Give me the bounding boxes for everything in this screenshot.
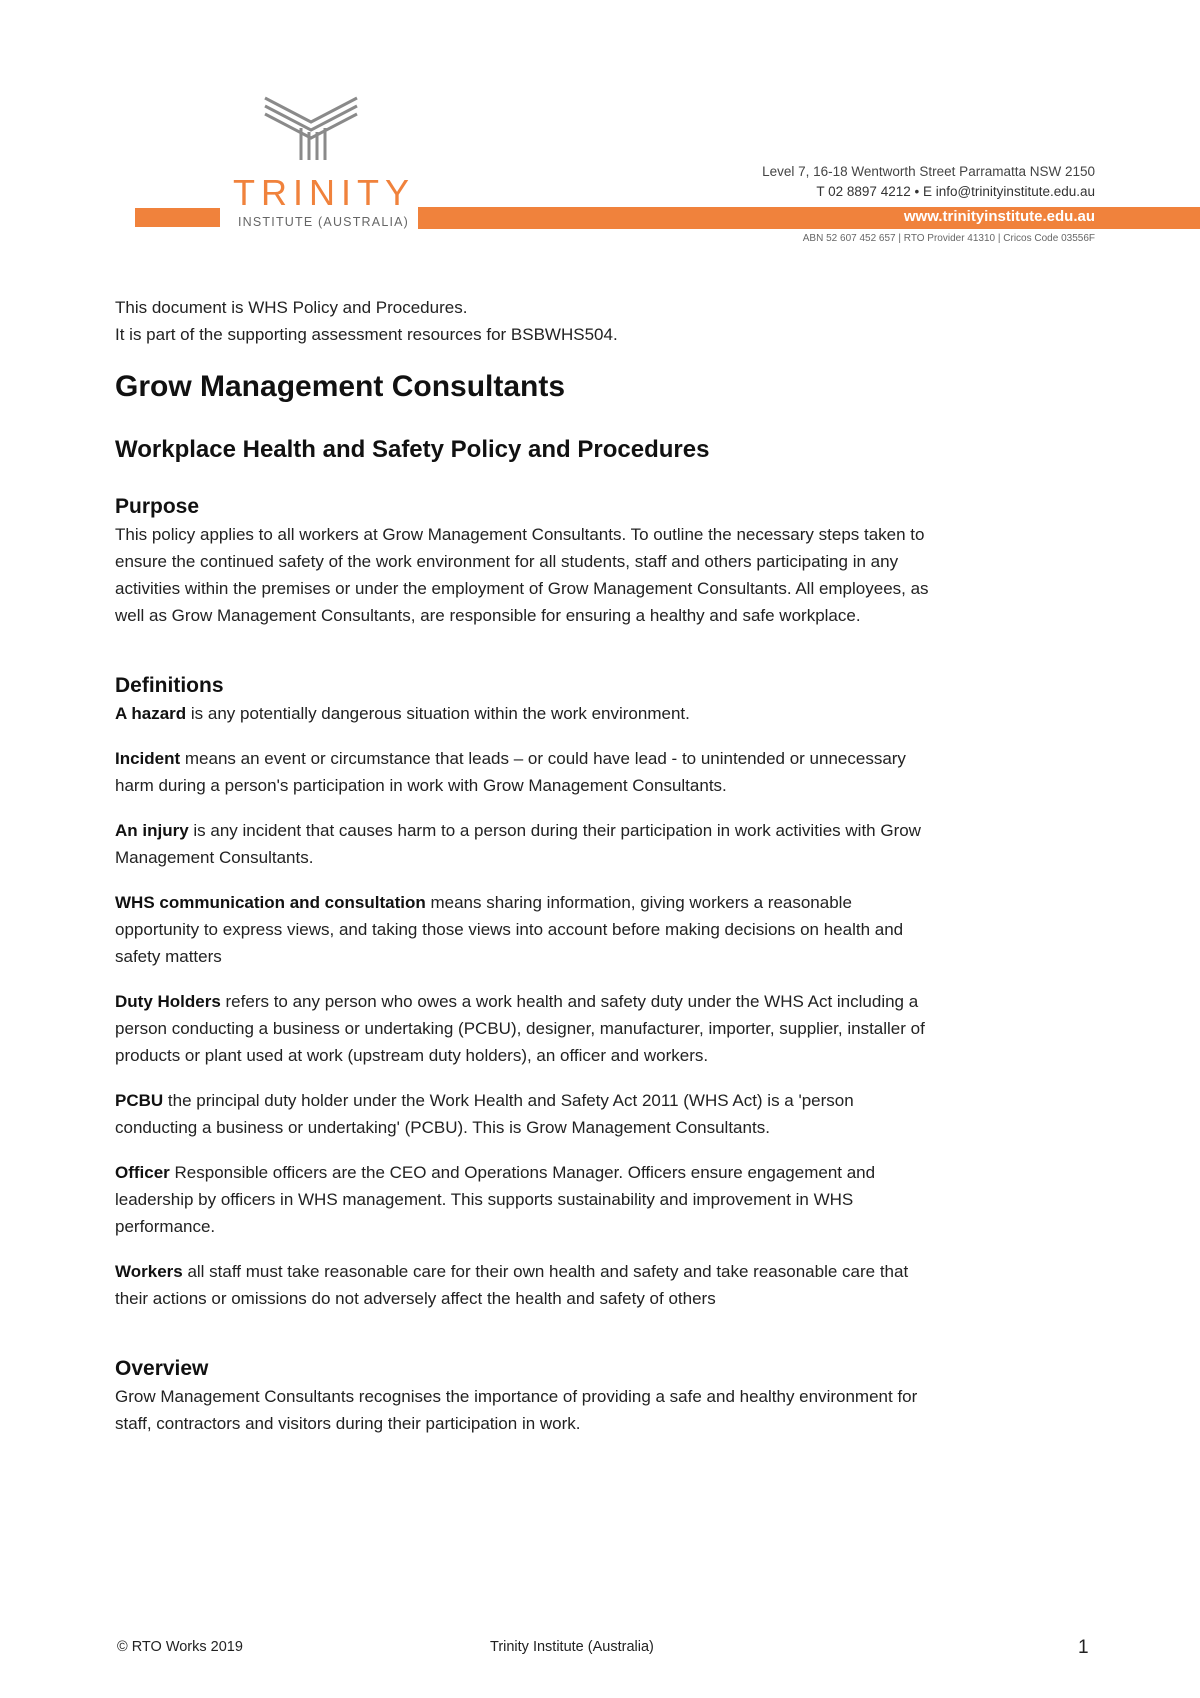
definition-text: means an event or circumstance that leads – or could have lead - to unintended or unnecessary [180, 749, 906, 768]
definition-term: PCBU [115, 1091, 164, 1110]
logo-wordmark: TRINITY [233, 172, 415, 213]
definition-text: products or plant used at work (upstream duty holders), an officer and workers. [115, 1046, 709, 1065]
definition-text: harm during a person's participation in work with Grow Management Consultants. [115, 776, 727, 795]
intro-line-1: This document is WHS Policy and Procedures. [115, 298, 468, 317]
overview-line: staff, contractors and visitors during their participation in work. [115, 1414, 581, 1433]
definition-text: person conducting a business or undertaking (PCBU), designer, manufacturer, importer, supplier, installer of [115, 1019, 925, 1038]
letterhead-address: Level 7, 16-18 Wentworth Street Parramatta NSW 2150 [762, 164, 1095, 179]
definitions-heading: Definitions [115, 674, 224, 697]
definition-text: conducting a business or undertaking' (PCBU). This is Grow Management Consultants. [115, 1118, 770, 1137]
definition-text: leadership by officers in WHS management. This supports sustainability and improvement in WHS [115, 1190, 854, 1209]
definition-text: refers to any person who owes a work health and safety duty under the WHS Act including a [220, 992, 919, 1011]
overview-heading: Overview [115, 1357, 209, 1380]
brand-bar-left [135, 208, 220, 227]
definition-text: opportunity to express views, and taking those views into account before making decisions on health and [115, 920, 904, 939]
letterhead-registration: ABN 52 607 452 657 | RTO Provider 41310 | Cricos Code 03556F [802, 233, 1095, 244]
overview-section [115, 1355, 1100, 1437]
definition-text: all staff must take reasonable care for their own health and safety and take reasonable care that [182, 1262, 909, 1281]
letterhead-contact: T 02 8897 4212 • E info@trinityinstitute.edu.au [816, 184, 1095, 199]
logo-subtitle: INSTITUTE (AUSTRALIA) [238, 215, 410, 229]
overview-line: Grow Management Consultants recognises the importance of providing a safe and healthy environment for [115, 1387, 918, 1406]
trinity-logo-icon [263, 96, 363, 162]
purpose-line: activities within the premises or under the employment of Grow Management Consultants. All employees, as [115, 579, 929, 598]
definition-text: is any incident that causes harm to a person during their participation in work activities with Grow [188, 821, 921, 840]
definition-text: the principal duty holder under the Work Health and Safety Act 2011 (WHS Act) is a 'person [163, 1091, 854, 1110]
definition-whs-consultation [115, 889, 1100, 970]
definition-term: An injury [115, 821, 189, 840]
definition-text: performance. [115, 1217, 216, 1236]
definition-term: Officer [115, 1163, 170, 1182]
letterhead-website[interactable]: www.trinityinstitute.edu.au [903, 208, 1095, 225]
footer-institute: Trinity Institute (Australia) [490, 1639, 654, 1655]
definition-text: is any potentially dangerous situation within the work environment. [186, 704, 690, 723]
definition-text: Management Consultants. [115, 848, 314, 867]
definition-injury [115, 817, 1100, 871]
purpose-line: ensure the continued safety of the work environment for all students, staff and others participating in any [115, 552, 899, 571]
definition-workers [115, 1258, 1100, 1312]
document-title: Workplace Health and Safety Policy and Procedures [115, 436, 710, 463]
definition-term: A hazard [115, 704, 187, 723]
definition-incident [115, 745, 1100, 799]
footer-copyright: © RTO Works 2019 [117, 1639, 243, 1655]
definition-text: Responsible officers are the CEO and Operations Manager. Officers ensure engagement and [169, 1163, 876, 1182]
definition-text: means sharing information, giving workers a reasonable [425, 893, 852, 912]
purpose-line: well as Grow Management Consultants, are responsible for ensuring a healthy and safe workplace. [115, 606, 861, 625]
definitions-section [115, 672, 1100, 1312]
definition-officer [115, 1159, 1100, 1240]
definition-term: Duty Holders [115, 992, 221, 1011]
definition-hazard [115, 700, 1100, 727]
letterhead [120, 62, 1120, 258]
purpose-heading: Purpose [115, 495, 200, 518]
definition-term: Incident [115, 749, 181, 768]
document-body [115, 294, 1100, 1437]
purpose-line: This policy applies to all workers at Grow Management Consultants. To outline the necessary steps taken to [115, 525, 925, 544]
definition-pcbu [115, 1087, 1100, 1141]
definition-duty-holders [115, 988, 1100, 1069]
purpose-section [115, 493, 1100, 629]
definition-term: Workers [115, 1262, 183, 1281]
intro-line-2: It is part of the supporting assessment resources for BSBWHS504. [115, 325, 618, 344]
definition-text: safety matters [115, 947, 222, 966]
page-number: 1 [1078, 1637, 1089, 1658]
definition-text: their actions or omissions do not adversely affect the health and safety of others [115, 1289, 716, 1308]
definition-term: WHS communication and consultation [115, 893, 426, 912]
organisation-title: Grow Management Consultants [115, 370, 566, 403]
